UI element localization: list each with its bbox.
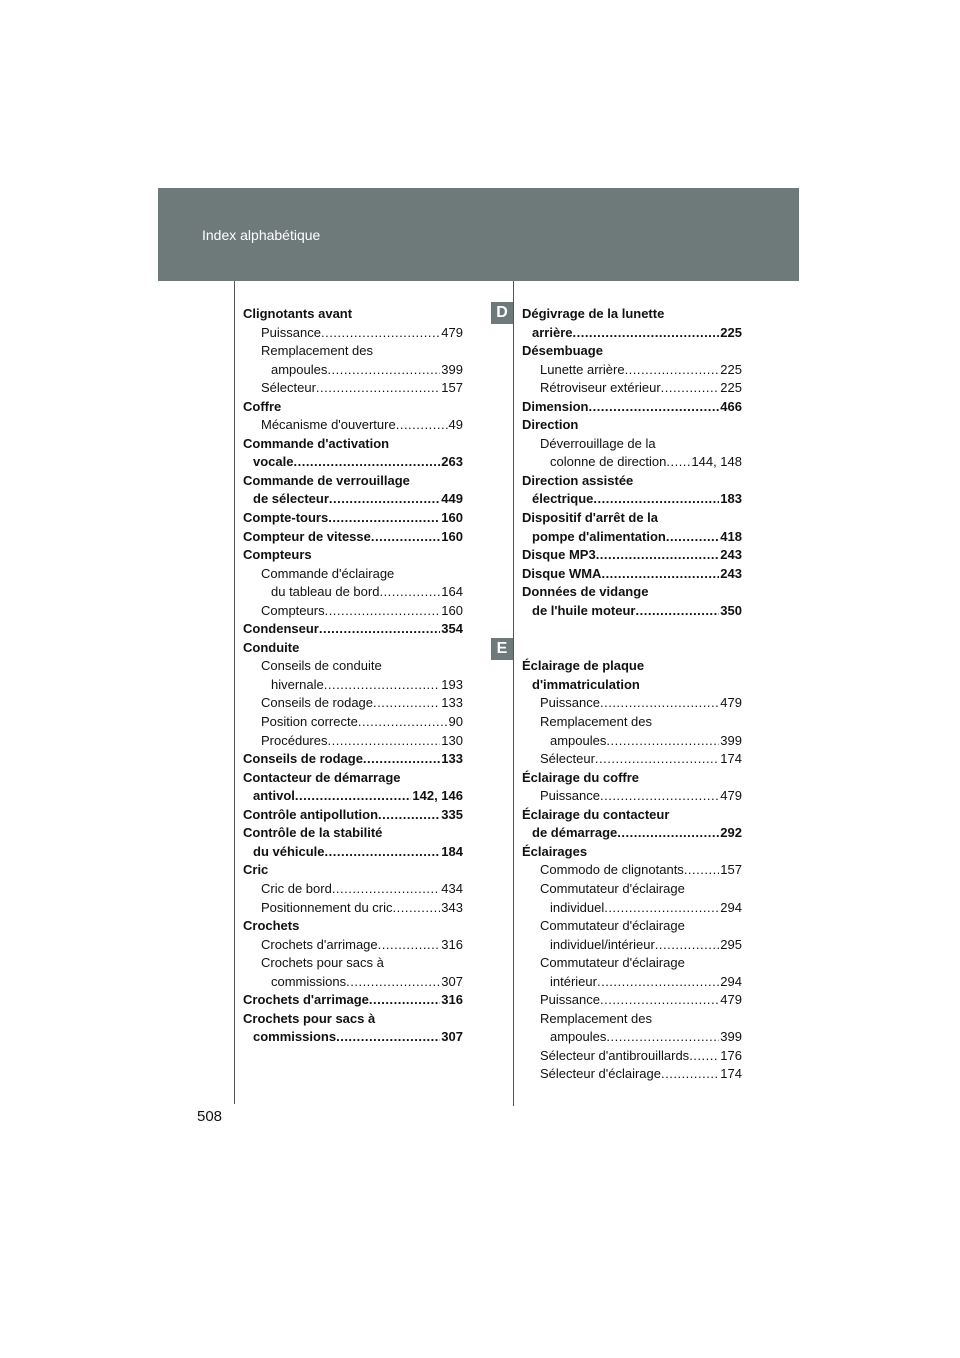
index-entry-term: Lunette arrière bbox=[540, 361, 625, 377]
index-entry bbox=[522, 861, 742, 880]
index-entry-page: 418 bbox=[720, 528, 742, 544]
index-entry-page: 225 bbox=[720, 380, 742, 396]
index-entry-term: Éclairages bbox=[522, 843, 588, 859]
index-entry-term: Crochets bbox=[243, 918, 300, 934]
index-entry-term: Puissance bbox=[540, 992, 600, 1008]
index-entry bbox=[243, 750, 463, 769]
dot-leader bbox=[597, 973, 719, 992]
index-entry-page: 49 bbox=[448, 417, 463, 433]
spacer bbox=[522, 620, 742, 639]
index-entry bbox=[243, 954, 463, 973]
index-entry-page: 399 bbox=[441, 361, 463, 377]
index-entry bbox=[522, 973, 742, 992]
index-entry-term: intérieur bbox=[550, 973, 597, 989]
index-entry-term: Disque MP3 bbox=[522, 547, 596, 563]
index-entry-term: vocale bbox=[253, 454, 294, 470]
index-entry-term: Sélecteur bbox=[540, 751, 595, 767]
index-entry bbox=[243, 546, 463, 565]
index-entry-term: Condenseur bbox=[243, 621, 319, 637]
index-entry-term: ampoules bbox=[550, 1029, 607, 1045]
section-tab-e: E bbox=[491, 638, 513, 660]
dot-leader bbox=[606, 1028, 719, 1047]
index-entry-page: 479 bbox=[720, 992, 742, 1008]
index-entry bbox=[522, 379, 742, 398]
dot-leader bbox=[393, 899, 441, 918]
dot-leader bbox=[295, 787, 411, 806]
index-entry-page: 449 bbox=[441, 491, 463, 507]
index-entry-term: hivernale bbox=[271, 676, 324, 692]
index-entry-page: 479 bbox=[441, 324, 463, 340]
index-entry-term: Crochets pour sacs à bbox=[261, 955, 384, 971]
index-entry-page: 307 bbox=[441, 973, 463, 989]
index-entry-term: Puissance bbox=[540, 695, 600, 711]
dot-leader bbox=[600, 694, 719, 713]
left-column-rule bbox=[234, 281, 235, 1104]
dot-leader bbox=[689, 1047, 719, 1066]
dot-leader bbox=[617, 824, 719, 843]
index-entry-term: Disque WMA bbox=[522, 565, 602, 581]
index-entry-term: Données de vidange bbox=[522, 584, 649, 600]
index-entry-term: Crochets d'arrimage bbox=[261, 936, 378, 952]
index-entry bbox=[522, 657, 742, 676]
index-entry-page: 193 bbox=[441, 676, 463, 692]
index-entry bbox=[522, 713, 742, 732]
index-entry-term: Cric de bord bbox=[261, 880, 332, 896]
index-entry bbox=[522, 1065, 742, 1084]
index-entry bbox=[243, 991, 463, 1010]
index-entry bbox=[522, 509, 742, 528]
index-entry bbox=[243, 713, 463, 732]
index-entry bbox=[522, 936, 742, 955]
index-entry-page: 183 bbox=[720, 491, 742, 507]
index-entry bbox=[522, 824, 742, 843]
spacer bbox=[522, 639, 742, 658]
index-entry bbox=[522, 954, 742, 973]
dot-leader bbox=[369, 991, 440, 1010]
index-entry bbox=[243, 824, 463, 843]
index-entry bbox=[243, 342, 463, 361]
index-entry bbox=[243, 973, 463, 992]
dot-leader bbox=[293, 453, 440, 472]
index-entry bbox=[522, 1010, 742, 1029]
dot-leader bbox=[636, 602, 720, 621]
index-entry-page: 479 bbox=[720, 695, 742, 711]
index-entry-term: individuel/intérieur bbox=[550, 936, 655, 952]
index-entry-term: Clignotants avant bbox=[243, 306, 353, 321]
index-entry bbox=[522, 750, 742, 769]
index-entry-term: arrière bbox=[532, 324, 573, 340]
dot-leader bbox=[319, 620, 440, 639]
index-entry bbox=[522, 899, 742, 918]
dot-leader bbox=[327, 361, 440, 380]
index-entry-page: 144, 148 bbox=[691, 454, 742, 470]
index-entry-page: 335 bbox=[441, 806, 463, 822]
index-entry bbox=[243, 453, 463, 472]
index-entry-page: 343 bbox=[441, 899, 463, 915]
index-entry bbox=[243, 917, 463, 936]
section-tab-d: D bbox=[491, 302, 513, 324]
index-entry-term: Dégivrage de la lunette bbox=[522, 306, 665, 321]
index-entry-term: Crochets pour sacs à bbox=[243, 1010, 376, 1026]
index-entry-term: Direction bbox=[522, 417, 579, 433]
index-entry bbox=[243, 676, 463, 695]
index-entry bbox=[243, 1010, 463, 1029]
index-entry-term: Sélecteur d'éclairage bbox=[540, 1066, 661, 1082]
index-entry bbox=[522, 602, 742, 621]
index-entry-page: 225 bbox=[720, 324, 742, 340]
dot-leader bbox=[373, 694, 440, 713]
dot-leader bbox=[600, 787, 719, 806]
index-entry-page: 243 bbox=[720, 547, 742, 563]
dot-leader bbox=[332, 880, 440, 899]
index-entry bbox=[243, 509, 463, 528]
index-entry-term: Commutateur d'éclairage bbox=[540, 918, 685, 934]
dot-leader bbox=[396, 416, 448, 435]
index-entry-term: électrique bbox=[532, 491, 594, 507]
middle-column-rule bbox=[513, 281, 514, 1106]
dot-leader bbox=[358, 713, 448, 732]
index-entry-page: 316 bbox=[441, 992, 463, 1008]
index-entry-page: 157 bbox=[720, 862, 742, 878]
index-entry-term: Éclairage de plaque bbox=[522, 658, 645, 674]
index-entry-page: 174 bbox=[720, 1066, 742, 1082]
index-entry-page: 164 bbox=[441, 584, 463, 600]
dot-leader bbox=[327, 732, 440, 751]
index-entry bbox=[243, 305, 463, 324]
index-entry-term: de sélecteur bbox=[253, 491, 329, 507]
index-entry bbox=[522, 305, 742, 324]
index-entry bbox=[243, 435, 463, 454]
index-entry-term: Commande d'activation bbox=[243, 435, 390, 451]
index-entry bbox=[522, 769, 742, 788]
index-entry-term: Dimension bbox=[522, 398, 589, 414]
dot-leader bbox=[572, 324, 719, 343]
index-entry bbox=[522, 453, 742, 472]
dot-leader bbox=[346, 973, 440, 992]
index-entry-page: 133 bbox=[441, 695, 463, 711]
index-entry-page: 243 bbox=[720, 565, 742, 581]
index-entry bbox=[243, 936, 463, 955]
index-entry-term: Conseils de rodage bbox=[261, 695, 374, 711]
index-entry bbox=[243, 899, 463, 918]
header-title: Index alphabétique bbox=[202, 227, 321, 243]
index-entry-term: du véhicule bbox=[253, 843, 325, 859]
index-entry-page: 225 bbox=[720, 361, 742, 377]
index-entry bbox=[522, 546, 742, 565]
dot-leader bbox=[588, 398, 719, 417]
index-entry bbox=[522, 917, 742, 936]
index-entry bbox=[243, 880, 463, 899]
index-entry bbox=[522, 843, 742, 862]
dot-leader bbox=[324, 676, 441, 695]
index-entry-page: 157 bbox=[441, 380, 463, 396]
index-entry-term: Compte-tours bbox=[243, 510, 329, 526]
index-entry bbox=[522, 361, 742, 380]
dot-leader bbox=[371, 528, 440, 547]
index-entry-page: 292 bbox=[720, 825, 742, 841]
index-entry-term: Déverrouillage de la bbox=[540, 435, 656, 451]
index-entry-page: 399 bbox=[720, 732, 742, 748]
index-entry-term: colonne de direction bbox=[550, 454, 667, 470]
index-entry bbox=[243, 602, 463, 621]
index-entry-page: 176 bbox=[720, 1047, 742, 1063]
index-entry-page: 184 bbox=[441, 843, 463, 859]
index-entry-term: Commande d'éclairage bbox=[261, 565, 395, 581]
index-entry-page: 90 bbox=[448, 714, 463, 730]
index-entry-term: Dispositif d'arrêt de la bbox=[522, 510, 659, 526]
index-entry-term: Conseils de rodage bbox=[243, 751, 363, 767]
index-entry bbox=[522, 991, 742, 1010]
index-entry bbox=[243, 620, 463, 639]
index-entry bbox=[522, 1047, 742, 1066]
dot-leader bbox=[601, 565, 719, 584]
index-entry-page: 479 bbox=[720, 788, 742, 804]
index-entry-term: antivol bbox=[253, 788, 295, 804]
index-entry-term: Compteur de vitesse bbox=[243, 528, 371, 544]
dot-leader bbox=[625, 361, 720, 380]
dot-leader bbox=[593, 490, 719, 509]
index-entry-term: Cric bbox=[243, 862, 269, 878]
index-entry-page: 160 bbox=[441, 528, 463, 544]
index-entry bbox=[243, 324, 463, 343]
dot-leader bbox=[328, 509, 440, 528]
index-entry-term: commissions bbox=[271, 973, 347, 989]
index-entry bbox=[522, 787, 742, 806]
index-entry-term: Contrôle antipollution bbox=[243, 806, 379, 822]
index-entry bbox=[243, 639, 463, 658]
index-entry bbox=[243, 732, 463, 751]
index-entry-page: 295 bbox=[720, 936, 742, 952]
index-entry bbox=[522, 435, 742, 454]
index-entry-page: 434 bbox=[441, 880, 463, 896]
index-entry-term: Direction assistée bbox=[522, 472, 634, 488]
index-entry bbox=[243, 583, 463, 602]
index-entry-term: Position correcte bbox=[261, 714, 358, 730]
index-entry-page: 466 bbox=[720, 398, 742, 414]
index-entry bbox=[522, 490, 742, 509]
index-entry bbox=[522, 324, 742, 343]
index-entry-page: 133 bbox=[441, 751, 463, 767]
dot-leader bbox=[666, 528, 719, 547]
index-entry-page: 307 bbox=[441, 1029, 463, 1045]
index-entry bbox=[243, 528, 463, 547]
index-entry-term: Conduite bbox=[243, 639, 300, 655]
index-entry-term: Sélecteur bbox=[261, 380, 316, 396]
index-entry-term: pompe d'alimentation bbox=[532, 528, 666, 544]
index-entry bbox=[243, 490, 463, 509]
index-entry bbox=[243, 806, 463, 825]
index-entry-term: Compteurs bbox=[261, 602, 325, 618]
index-entry-term: Désembuage bbox=[522, 343, 603, 359]
index-entry bbox=[243, 843, 463, 862]
index-entry-term: commissions bbox=[253, 1029, 337, 1045]
index-entry bbox=[522, 342, 742, 361]
index-entry bbox=[243, 769, 463, 788]
index-entry-page: 263 bbox=[441, 454, 463, 470]
index-entry bbox=[243, 1028, 463, 1047]
index-entry-term: d'immatriculation bbox=[532, 676, 640, 692]
dot-leader bbox=[379, 583, 440, 602]
dot-leader bbox=[325, 843, 441, 862]
dot-leader bbox=[378, 806, 440, 825]
page-header bbox=[158, 188, 799, 281]
index-entry-term: ampoules bbox=[271, 361, 328, 377]
index-entry-page: 174 bbox=[720, 751, 742, 767]
index-entry-page: 354 bbox=[441, 621, 463, 637]
index-entry bbox=[243, 379, 463, 398]
dot-leader bbox=[666, 453, 690, 472]
dot-leader bbox=[378, 936, 441, 955]
index-column-left bbox=[243, 305, 463, 1047]
index-entry-page: 142, 146 bbox=[412, 788, 463, 804]
index-entry bbox=[522, 583, 742, 602]
index-entry-term: Mécanisme d'ouverture bbox=[261, 417, 396, 433]
index-entry-page: 399 bbox=[720, 1029, 742, 1045]
dot-leader bbox=[595, 750, 719, 769]
index-entry-term: Éclairage du contacteur bbox=[522, 806, 670, 822]
dot-leader bbox=[655, 936, 720, 955]
index-entry-page: 294 bbox=[720, 899, 742, 915]
index-entry-term: Remplacement des bbox=[540, 1010, 652, 1026]
index-entry bbox=[243, 416, 463, 435]
index-entry-term: Procédures bbox=[261, 732, 328, 748]
index-entry-term: Contrôle de la stabilité bbox=[243, 825, 383, 841]
index-entry bbox=[243, 694, 463, 713]
index-entry-term: Crochets d'arrimage bbox=[243, 992, 369, 1008]
index-entry bbox=[522, 472, 742, 491]
index-entry bbox=[243, 361, 463, 380]
index-entry bbox=[522, 694, 742, 713]
dot-leader bbox=[661, 379, 720, 398]
index-entry bbox=[522, 880, 742, 899]
index-entry-term: Commutateur d'éclairage bbox=[540, 880, 685, 896]
index-entry-term: Conseils de conduite bbox=[261, 658, 382, 674]
index-entry-term: ampoules bbox=[550, 732, 607, 748]
index-entry bbox=[522, 676, 742, 695]
index-entry-term: Remplacement des bbox=[261, 343, 373, 359]
index-entry-term: de l'huile moteur bbox=[532, 602, 636, 618]
dot-leader bbox=[661, 1065, 719, 1084]
dot-leader bbox=[329, 490, 440, 509]
page-number: 508 bbox=[197, 1108, 223, 1125]
index-entry bbox=[243, 565, 463, 584]
index-entry-term: Commutateur d'éclairage bbox=[540, 955, 685, 971]
index-entry-page: 316 bbox=[441, 936, 463, 952]
index-entry-page: 294 bbox=[720, 973, 742, 989]
dot-leader bbox=[321, 324, 440, 343]
index-entry bbox=[522, 565, 742, 584]
index-entry bbox=[522, 528, 742, 547]
index-entry-term: Compteurs bbox=[243, 547, 312, 563]
dot-leader bbox=[600, 991, 719, 1010]
index-entry-term: Sélecteur d'antibrouillards bbox=[540, 1047, 690, 1063]
index-entry bbox=[522, 398, 742, 417]
index-entry bbox=[243, 787, 463, 806]
index-entry-term: Puissance bbox=[540, 788, 600, 804]
index-entry-term: Éclairage du coffre bbox=[522, 769, 640, 785]
index-entry bbox=[243, 398, 463, 417]
index-entry-term: Remplacement des bbox=[540, 714, 652, 730]
index-entry bbox=[522, 416, 742, 435]
index-entry-term: Positionnement du cric bbox=[261, 899, 393, 915]
dot-leader bbox=[336, 1028, 440, 1047]
index-entry-term: du tableau de bord bbox=[271, 584, 380, 600]
dot-leader bbox=[325, 602, 441, 621]
index-entry bbox=[522, 1028, 742, 1047]
index-entry-page: 130 bbox=[441, 732, 463, 748]
index-column-right bbox=[522, 305, 742, 1084]
dot-leader bbox=[684, 861, 719, 880]
index-entry-page: 350 bbox=[720, 602, 742, 618]
index-entry-term: individuel bbox=[550, 899, 605, 915]
index-entry-term: de démarrage bbox=[532, 825, 618, 841]
index-entry-term: Contacteur de démarrage bbox=[243, 769, 401, 785]
dot-leader bbox=[363, 750, 440, 769]
index-entry-page: 160 bbox=[441, 602, 463, 618]
index-entry bbox=[243, 861, 463, 880]
dot-leader bbox=[316, 379, 440, 398]
index-entry-page: 160 bbox=[441, 510, 463, 526]
index-entry bbox=[522, 732, 742, 751]
index-entry bbox=[243, 657, 463, 676]
index-entry bbox=[522, 806, 742, 825]
index-entry-term: Commande de verrouillage bbox=[243, 472, 410, 488]
index-entry-term: Rétroviseur extérieur bbox=[540, 380, 661, 396]
dot-leader bbox=[604, 899, 719, 918]
dot-leader bbox=[606, 732, 719, 751]
index-entry-term: Puissance bbox=[261, 324, 321, 340]
index-entry-term: Coffre bbox=[243, 398, 282, 414]
index-entry-term: Commodo de clignotants bbox=[540, 862, 684, 878]
index-entry bbox=[243, 472, 463, 491]
dot-leader bbox=[596, 546, 720, 565]
